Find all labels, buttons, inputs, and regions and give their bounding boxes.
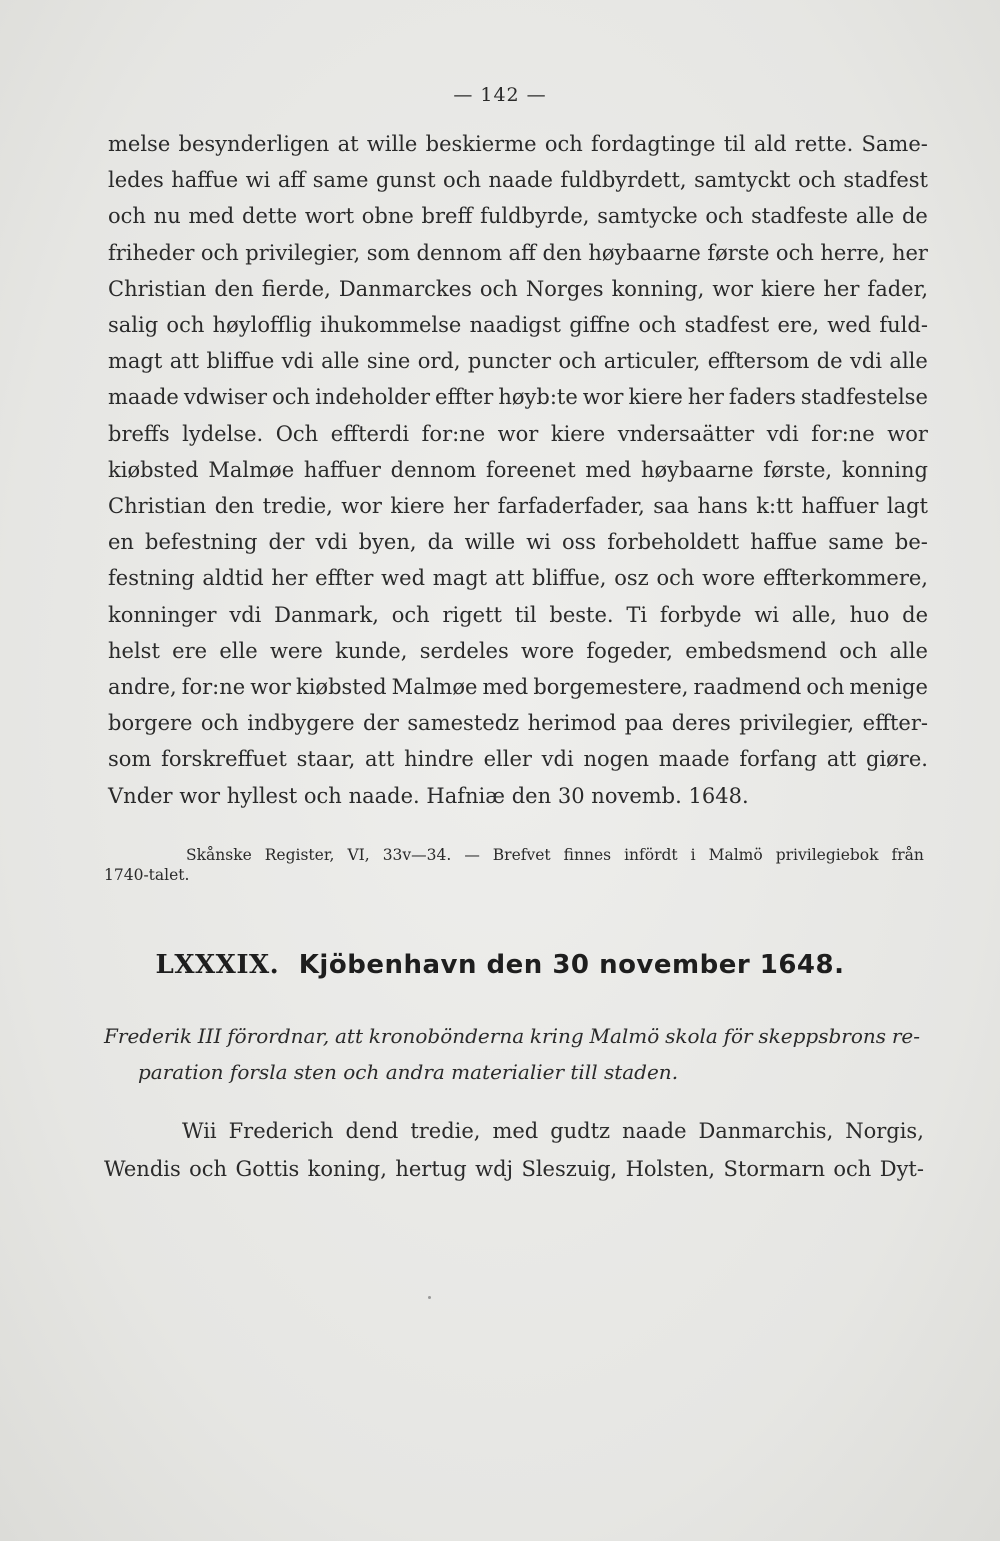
word: Hafniæ (426, 783, 505, 808)
body-line (108, 741, 928, 777)
word: saa (653, 494, 690, 519)
body-line (108, 705, 928, 741)
word: obne (361, 204, 414, 229)
word: och (705, 204, 744, 229)
word: indbygere (247, 711, 355, 736)
word: høybaarne (588, 240, 701, 265)
source-note-line-2: 1740-talet. (104, 866, 190, 884)
opening-line-1 (104, 1112, 924, 1150)
word: hertug (395, 1157, 467, 1181)
source-note-line-1 (104, 845, 924, 865)
word: vdi (541, 747, 574, 772)
word: forbeholdett (607, 530, 740, 555)
word: herre, (820, 240, 886, 265)
word: dette (242, 204, 298, 229)
word: for:ne (181, 675, 246, 700)
word: samtyckt (694, 168, 791, 193)
word: och (391, 602, 430, 627)
word: Wendis (104, 1157, 181, 1181)
word: at (337, 132, 359, 156)
word: effter- (862, 711, 928, 736)
word: effterdi (330, 421, 410, 446)
letter-body-text (108, 126, 928, 814)
word: privilegiebok (775, 846, 879, 864)
word: ere (172, 638, 208, 663)
word: forfang (739, 747, 818, 772)
word: Skånske (186, 846, 252, 864)
word: maade (108, 385, 179, 410)
word: stadfest (843, 168, 928, 193)
word: den (214, 494, 255, 519)
word: Malmö (589, 1024, 660, 1048)
word: wille (366, 132, 418, 156)
body-line (108, 379, 928, 415)
word: med (188, 204, 235, 229)
word: fuldbyrde, (480, 204, 590, 229)
word: 1648. (688, 783, 749, 808)
word: den (214, 276, 254, 301)
word: maade (658, 747, 730, 772)
word: som (108, 747, 152, 772)
word: koning, (307, 1157, 387, 1181)
word: kiere (390, 494, 445, 519)
body-line (108, 162, 928, 198)
word: ord, (417, 349, 461, 374)
word: huo (849, 602, 890, 627)
word: Ti (626, 602, 648, 627)
word: och (544, 132, 583, 156)
source-note (104, 845, 924, 885)
word: breff (421, 204, 473, 229)
word: fierde, (261, 276, 331, 301)
word: eller (483, 747, 532, 772)
word: Same- (861, 132, 928, 156)
word: wor (341, 494, 382, 519)
word: stadfestelse (800, 385, 928, 410)
word: vndersaätter (617, 421, 755, 446)
word: wor (179, 783, 220, 808)
body-line (108, 669, 928, 705)
word: wi (245, 168, 271, 193)
word: vdi (229, 602, 262, 627)
word: med (492, 1119, 539, 1143)
word: aff (508, 240, 536, 265)
word: borgere (108, 711, 193, 736)
word: elle (219, 638, 258, 663)
word: wdj (475, 1157, 514, 1181)
word: herimod (527, 711, 617, 736)
body-line (108, 778, 928, 814)
word: novemb. (591, 783, 682, 808)
word: samestedz (407, 711, 520, 736)
body-line (108, 126, 928, 162)
word: kunde, (335, 638, 408, 663)
word: befestning (145, 530, 258, 555)
word: och (656, 566, 695, 591)
word: från (891, 846, 924, 864)
word: 33v—34. (382, 846, 452, 864)
word: hindre (404, 747, 474, 772)
word: konning (841, 457, 928, 482)
word: fordagtinge (591, 132, 716, 156)
word: och (797, 168, 836, 193)
word: osz (614, 566, 649, 591)
word: breffs (108, 421, 170, 446)
word: haffuer (303, 457, 381, 482)
word: Dyt- (879, 1157, 924, 1181)
word: Danmarckes (338, 276, 472, 301)
document-summary (104, 1018, 920, 1090)
word: de (902, 602, 928, 627)
summary-line-1 (104, 1018, 920, 1054)
word: naade. (348, 783, 420, 808)
word: første (707, 240, 770, 265)
word: sine (366, 349, 411, 374)
word: wort (304, 204, 355, 229)
word: att (365, 747, 395, 772)
word: Holsten, (625, 1157, 716, 1181)
word: dend (345, 1119, 399, 1143)
page-number: — 142 — (453, 84, 547, 106)
opening-line-2 (104, 1150, 924, 1188)
word: beskierme (425, 132, 537, 156)
word: beste. (549, 602, 614, 627)
word: Vnder (108, 783, 173, 808)
body-line (108, 307, 928, 343)
word: forbyde (659, 602, 742, 627)
word: for:ne (421, 421, 486, 446)
word: were (269, 638, 323, 663)
word: och (443, 168, 481, 193)
word: raadmend (693, 675, 802, 700)
word: haffuer (801, 494, 879, 519)
word: Stormarn (723, 1157, 826, 1181)
word: hyllest (226, 783, 298, 808)
word: articuler, (603, 349, 701, 374)
word: aff (277, 168, 306, 193)
word: haffue (171, 168, 239, 193)
word: gunst (375, 168, 436, 193)
word: her (687, 385, 724, 410)
word: kiere (761, 276, 816, 301)
word: fogeder, (586, 638, 673, 663)
word: byen, (358, 530, 417, 555)
word: privilegier, (245, 240, 361, 265)
word: en (108, 530, 134, 555)
word: vdwiser (183, 385, 268, 410)
word: for:ne (811, 421, 875, 446)
word: hans (697, 494, 748, 519)
word: alle (855, 204, 895, 229)
word: re- (891, 1024, 920, 1048)
word: naade (622, 1119, 687, 1143)
word: borgemestere, (533, 675, 689, 700)
word: privilegier, (739, 711, 855, 736)
word: wed (827, 313, 872, 338)
word: effter (435, 385, 494, 410)
word: infördt (624, 846, 678, 864)
word: bliffue (206, 349, 275, 374)
word: wor (887, 421, 928, 446)
body-line (108, 416, 928, 452)
word: för (723, 1024, 753, 1048)
word: faders (728, 385, 796, 410)
word: Christian (108, 494, 207, 519)
word: Brefvet (492, 846, 551, 864)
word: til (514, 602, 537, 627)
word: høylofflig (212, 313, 312, 338)
word: høyb:te (498, 385, 578, 410)
body-line (108, 235, 928, 271)
word: tredie, (410, 1119, 481, 1143)
word: gudtz (550, 1119, 611, 1143)
word: magt (108, 349, 163, 374)
word: k:tt (756, 494, 793, 519)
word: wor (582, 385, 624, 410)
word: ere, (777, 313, 820, 338)
word: oss (561, 530, 597, 555)
document-number: LXXXIX. (155, 950, 280, 980)
word: efftersom (707, 349, 810, 374)
word: wille (464, 530, 516, 555)
word: andre, (108, 675, 177, 700)
word: att (334, 1024, 363, 1048)
body-line (108, 488, 928, 524)
word: dennom (390, 457, 477, 482)
word: staar, (296, 747, 356, 772)
word: Danmark, (274, 602, 379, 627)
word: Och (275, 421, 319, 446)
word: wi (526, 530, 551, 555)
word: kronobönderna (368, 1024, 525, 1048)
word: som (366, 240, 411, 265)
word: same (312, 168, 369, 193)
word: konninger (108, 602, 217, 627)
word: farfaderfader, (497, 494, 645, 519)
word: att (494, 566, 525, 591)
word: alle (889, 638, 928, 663)
body-line (108, 524, 928, 560)
word: rigett (442, 602, 502, 627)
word: wor (712, 276, 754, 301)
word: naade (488, 168, 553, 193)
word: och (558, 349, 597, 374)
word: och (200, 240, 239, 265)
word: att (169, 349, 200, 374)
word: fader, (867, 276, 928, 301)
word: nu (153, 204, 181, 229)
word: samtycke (597, 204, 698, 229)
word: forskreffuet (161, 747, 287, 772)
word: wed (381, 566, 426, 591)
word: och (806, 675, 845, 700)
word: indeholder (315, 385, 431, 410)
word: alle (321, 349, 360, 374)
word: kiere (628, 385, 683, 410)
word: giffne (569, 313, 631, 338)
word: och (775, 240, 814, 265)
word: den (542, 240, 582, 265)
word: embedsmend (685, 638, 828, 663)
word: melse (108, 132, 171, 156)
word: och (479, 276, 518, 301)
word: her (453, 494, 490, 519)
word: förordnar, (227, 1024, 330, 1048)
word: Malmøe (391, 675, 478, 700)
word: der (268, 530, 305, 555)
word: kiere (550, 421, 606, 446)
word: VI, (347, 846, 370, 864)
word: skeppsbrons (758, 1024, 887, 1048)
word: Sleszuig, (521, 1157, 618, 1181)
document-title: Kjöbenhavn den 30 november 1648. (298, 950, 845, 980)
word: och (303, 783, 342, 808)
word: Danmarchis, (698, 1119, 834, 1143)
word: Norges (525, 276, 604, 301)
word: haffue (750, 530, 818, 555)
word: lagt (886, 494, 928, 519)
word: 30 (557, 783, 585, 808)
word: och (839, 638, 878, 663)
word: giøre. (865, 747, 928, 772)
word: med (482, 675, 529, 700)
word: med (585, 457, 632, 482)
word: friheder (108, 240, 195, 265)
word: konning, (611, 276, 705, 301)
word: serdeles (419, 638, 509, 663)
word: dennom (416, 240, 503, 265)
word: naadigst (469, 313, 561, 338)
word: lydelse. (182, 421, 264, 446)
body-line (108, 271, 928, 307)
word: vdi (281, 349, 314, 374)
word: Frederich (228, 1119, 334, 1143)
word: tredie, (262, 494, 333, 519)
word: her (891, 240, 928, 265)
word: den (511, 783, 552, 808)
word: vdi (315, 530, 348, 555)
body-line (108, 560, 928, 596)
word: bliffue, (532, 566, 607, 591)
word: Register, (264, 846, 335, 864)
word: de (816, 349, 843, 374)
summary-line-2: paration forsla sten och andra materialier till staden. (138, 1060, 679, 1084)
word: helst (108, 638, 160, 663)
word: Christian (108, 276, 207, 301)
word: Malmøe (208, 457, 295, 482)
word: de (901, 204, 928, 229)
word: III (197, 1024, 222, 1048)
word: — (464, 846, 480, 864)
word: wi (754, 602, 780, 627)
word: wor (250, 675, 291, 700)
word: Frederik (104, 1024, 192, 1048)
word: da (427, 530, 454, 555)
word: stadfeste (751, 204, 849, 229)
word: och (108, 204, 146, 229)
word: effterkommere, (762, 566, 928, 591)
word: wor (497, 421, 539, 446)
word: festning (108, 566, 195, 591)
word: i (690, 846, 696, 864)
word: til (723, 132, 746, 156)
word: nogen (583, 747, 650, 772)
paper-speck (428, 1296, 431, 1299)
word: aldtid (202, 566, 264, 591)
word: Norgis, (845, 1119, 924, 1143)
word: paa (624, 711, 664, 736)
word: ledes (108, 168, 164, 193)
word: vdi (766, 421, 799, 446)
word: effter (315, 566, 374, 591)
word: ihukommelse (320, 313, 462, 338)
word: alle, (791, 602, 837, 627)
word: Malmö (708, 846, 763, 864)
word: och (200, 711, 239, 736)
body-line (108, 633, 928, 669)
word: och (272, 385, 311, 410)
word: foreenet (485, 457, 576, 482)
word: puncter (467, 349, 552, 374)
body-line (108, 452, 928, 488)
word: her (271, 566, 308, 591)
word: att (826, 747, 857, 772)
word: ald (753, 132, 787, 156)
body-line (108, 198, 928, 234)
word: wore (521, 638, 575, 663)
word: der (363, 711, 399, 736)
word: fuld- (879, 313, 928, 338)
word: Wii (182, 1119, 217, 1143)
word: wore (702, 566, 756, 591)
word: magt (432, 566, 488, 591)
word: och (189, 1157, 228, 1181)
word: och (833, 1157, 872, 1181)
word: Gottis (235, 1157, 300, 1181)
word: same (828, 530, 884, 555)
body-line (108, 343, 928, 379)
word: och (638, 313, 677, 338)
word: kiøbsted (108, 457, 199, 482)
word: menige (849, 675, 928, 700)
word: skola (665, 1024, 718, 1048)
document-heading (0, 950, 1000, 980)
word: besynderligen (178, 132, 330, 156)
body-line (108, 597, 928, 633)
word: finnes (563, 846, 612, 864)
word: kring (529, 1024, 584, 1048)
word: och (166, 313, 205, 338)
word: deres (671, 711, 731, 736)
word: stadfest (684, 313, 770, 338)
word: rette. (794, 132, 854, 156)
word: fuldbyrdett, (560, 168, 687, 193)
word: alle (889, 349, 928, 374)
word: første, (763, 457, 833, 482)
word: vdi (850, 349, 883, 374)
word: her (823, 276, 860, 301)
word: høybaarne (641, 457, 754, 482)
word: salig (108, 313, 159, 338)
word: be- (894, 530, 928, 555)
word: kiøbsted (295, 675, 387, 700)
document-opening-text (104, 1112, 924, 1188)
